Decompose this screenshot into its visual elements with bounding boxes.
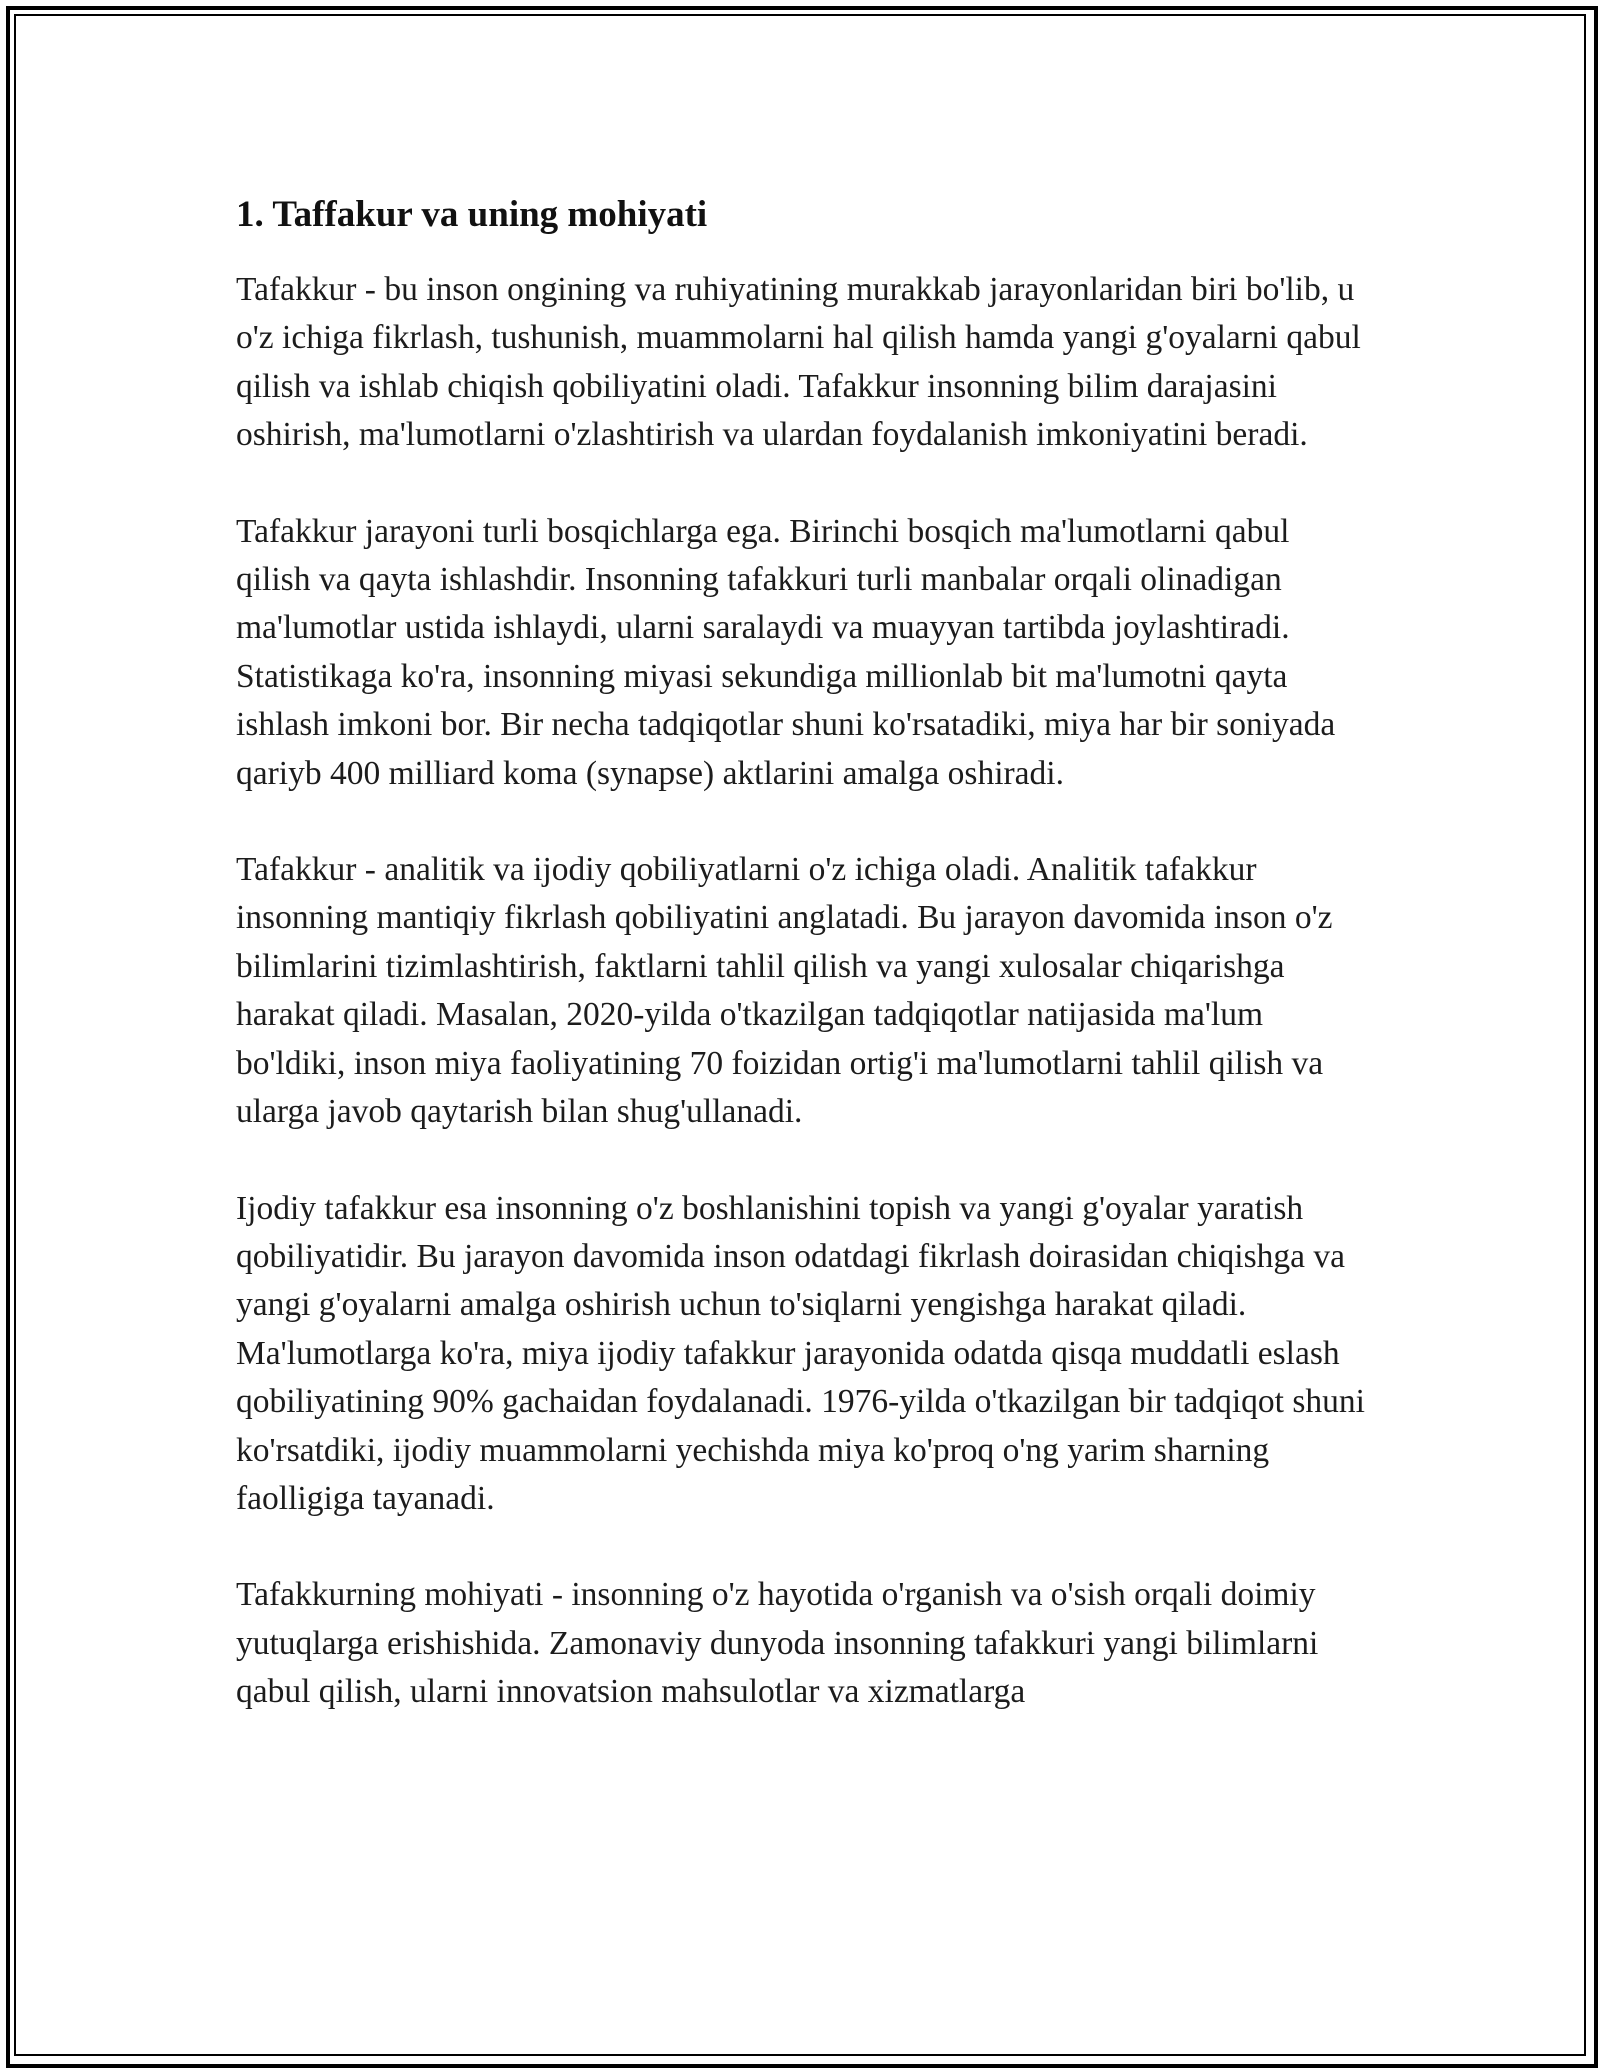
section-title: 1. Taffakur va uning mohiyati xyxy=(236,194,708,235)
paragraph-stages: Tafakkur jarayoni turli bosqichlarga ega. Birinchi bosqich ma'lumotlarni qabul qilish va qayta ishlashdir. Insonning tafakkuri turli manbalar orqali olinadigan ma'lumotlar ustida ishlaydi, ularni saralaydi va muayyan tartibda joylashtiradi. Statistikaga ko'ra, insonning miyasi sekundiga millionlab bit ma'lumotni qayta ishlash imkoni bor. Bir necha tadqiqotlar shuni ko'rsatadiki, miya har bir soniyada qariyb 400 milliard koma (synapse) aktlarini amalga oshiradi. xyxy=(236,512,1336,792)
document-body xyxy=(236,185,1371,1717)
paragraph-analytic-thinking: Tafakkur - analitik va ijodiy qobiliyatlarni o'z ichiga oladi. Analitik tafakkur insonning mantiqiy fikrlash qobiliyatini anglatadi. Bu jarayon davomida inson o'z bilimlarini tizimlashtirish, faktlarni tahlil qilish va yangi xulosalar chiqarishga harakat qiladi. Masalan, 2020-yilda o'tkazilgan tadqiqotlar natijasida ma'lum bo'ldiki, inson miya faoliyatining 70 foizidan ortig'i ma'lumotlarni tahlil qilish va ularga javob qaytarish bilan shug'ullanadi. xyxy=(236,851,1333,1131)
paragraph-creative-thinking: Ijodiy tafakkur esa insonning o'z boshlanishini topish va yangi g'oyalar yaratish qobiliyatidir. Bu jarayon davomida inson odatdagi fikrlash doirasidan chiqishga va yangi g'oyalarni amalga oshirish uchun to'siqlarni yengishga harakat qiladi. Ma'lumotlarga ko'ra, miya ijodiy tafakkur jarayonida odatda qisqa muddatli eslash qobiliyatining 90% gachaidan foydalanadi. 1976-yilda o'tkazilgan bir tadqiqot shuni ko'rsatdiki, ijodiy muammolarni yechishda miya ko'proq o'ng yarim sharning faolligiga tayanadi. xyxy=(236,1189,1365,1517)
paragraph-definition: Tafakkur - bu inson ongining va ruhiyatining murakkab jarayonlaridan biri bo'lib, u o'z ichiga fikrlash, tushunish, muammolarni hal qilish hamda yangi g'oyalarni qabul qilish va ishlab chiqish qobiliyatini oladi. Tafakkur insonning bilim darajasini oshirish, ma'lumotlarni o'zlashtirish va ulardan foydalanish imkoniyatini beradi. xyxy=(236,271,1361,454)
paragraph-essence: Tafakkurning mohiyati - insonning o'z hayotida o'rganish va o'sish orqali doimiy yutuqlarga erishishida. Zamonaviy dunyoda insonning tafakkuri yangi bilimlarni qabul qilish, ularni innovatsion mahsulotlar va xizmatlarga xyxy=(236,1576,1319,1711)
